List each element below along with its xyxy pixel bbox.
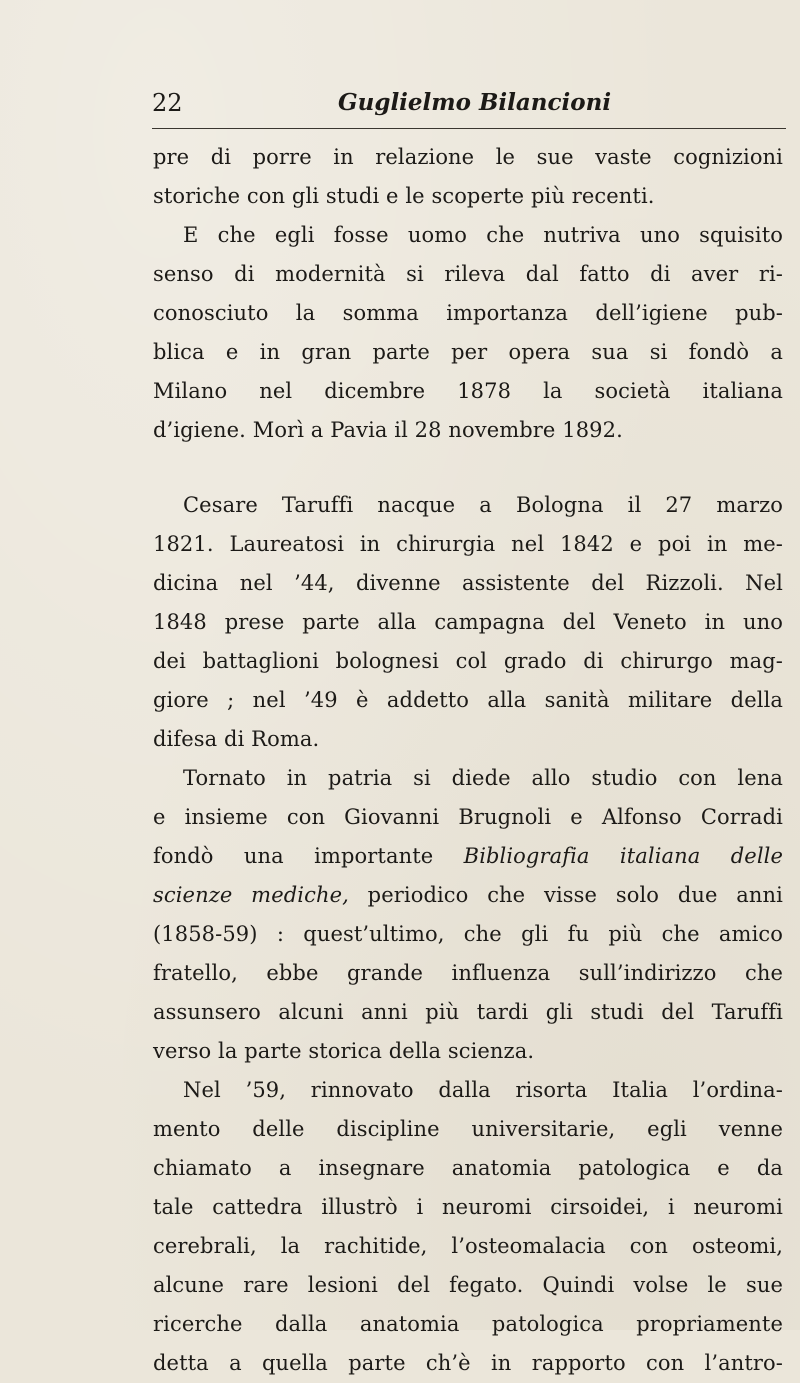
text-line: giore ; nel ’49 è addetto alla sanità militare della [153,688,783,712]
paragraph [153,1071,783,1383]
text-line: dei battaglioni bolognesi col grado di chirurgo mag- [153,649,783,673]
text-line: senso di modernità si rileva dal fatto di aver ri- [153,262,783,286]
text-line: assunsero alcuni anni più tardi gli studi del Taruffi [153,1000,783,1024]
text-line: Milano nel dicembre 1878 la società italiana [153,379,783,403]
paragraph [153,486,783,759]
text-line: E che egli fosse uomo che nutriva uno squisito [183,223,783,247]
text-line: Nel ’59, rinnovato dalla risorta Italia l’ordina- [183,1078,783,1102]
italic-title-segment: scienze mediche, [153,883,349,907]
text-line: dicina nel ’44, divenne assistente del Rizzoli. Nel [153,571,783,595]
text-line: difesa di Roma. [153,727,320,751]
text-line: cerebrali, la rachitide, l’osteomalacia con osteomi, [153,1234,783,1258]
page-number: 22 [152,89,183,117]
text-line: conosciuto la somma importanza dell’igiene pub- [153,301,783,325]
paragraph [153,216,783,450]
text-line: ricerche dalla anatomia patologica propriamente [153,1312,783,1336]
text-line: 1821. Laureatosi in chirurgia nel 1842 e poi in me- [153,532,783,556]
text-line: Tornato in patria si diede allo studio con lena [183,766,783,790]
text-line: verso la parte storica della scienza. [153,1039,535,1063]
paragraph [153,759,783,1071]
text-line: pre di porre in relazione le sue vaste cognizioni [153,145,783,169]
text-segment: fondò una importante [153,844,464,868]
text-line: 1848 prese parte alla campagna del Veneto in uno [153,610,783,634]
text-segment: periodico che visse solo due anni [348,883,783,907]
paragraph-gap [153,450,783,486]
page-header [152,88,632,128]
text-line: (1858-59) : quest’ultimo, che gli fu più che amico [153,922,783,946]
text-line: storiche con gli studi e le scoperte più recenti. [153,184,655,208]
text-line: Cesare Taruffi nacque a Bologna il 27 marzo [183,493,783,517]
text-line: detta a quella parte ch’è in rapporto con l’antro- [153,1351,783,1375]
running-head: Guglielmo Bilancioni [338,89,612,116]
header-rule [152,128,786,129]
italic-title-segment: Bibliografia italiana delle [463,844,784,868]
text-line: e insieme con Giovanni Brugnoli e Alfonso Corradi [153,805,783,829]
paragraph [153,138,783,216]
text-line: tale cattedra illustrò i neuromi cirsoidei, i neuromi [153,1195,783,1219]
text-line: mento delle discipline universitarie, egli venne [153,1117,783,1141]
text-line: alcune rare lesioni del fegato. Quindi volse le sue [153,1273,783,1297]
text-line: blica e in gran parte per opera sua si fondò a [153,340,783,364]
text-line: fratello, ebbe grande influenza sull’indirizzo che [153,961,783,985]
text-line: d’igiene. Morì a Pavia il 28 novembre 1892. [153,418,623,442]
text-line [153,837,783,876]
text-line [153,876,783,915]
text-line: chiamato a insegnare anatomia patologica e da [153,1156,783,1180]
body-text [153,138,783,1383]
